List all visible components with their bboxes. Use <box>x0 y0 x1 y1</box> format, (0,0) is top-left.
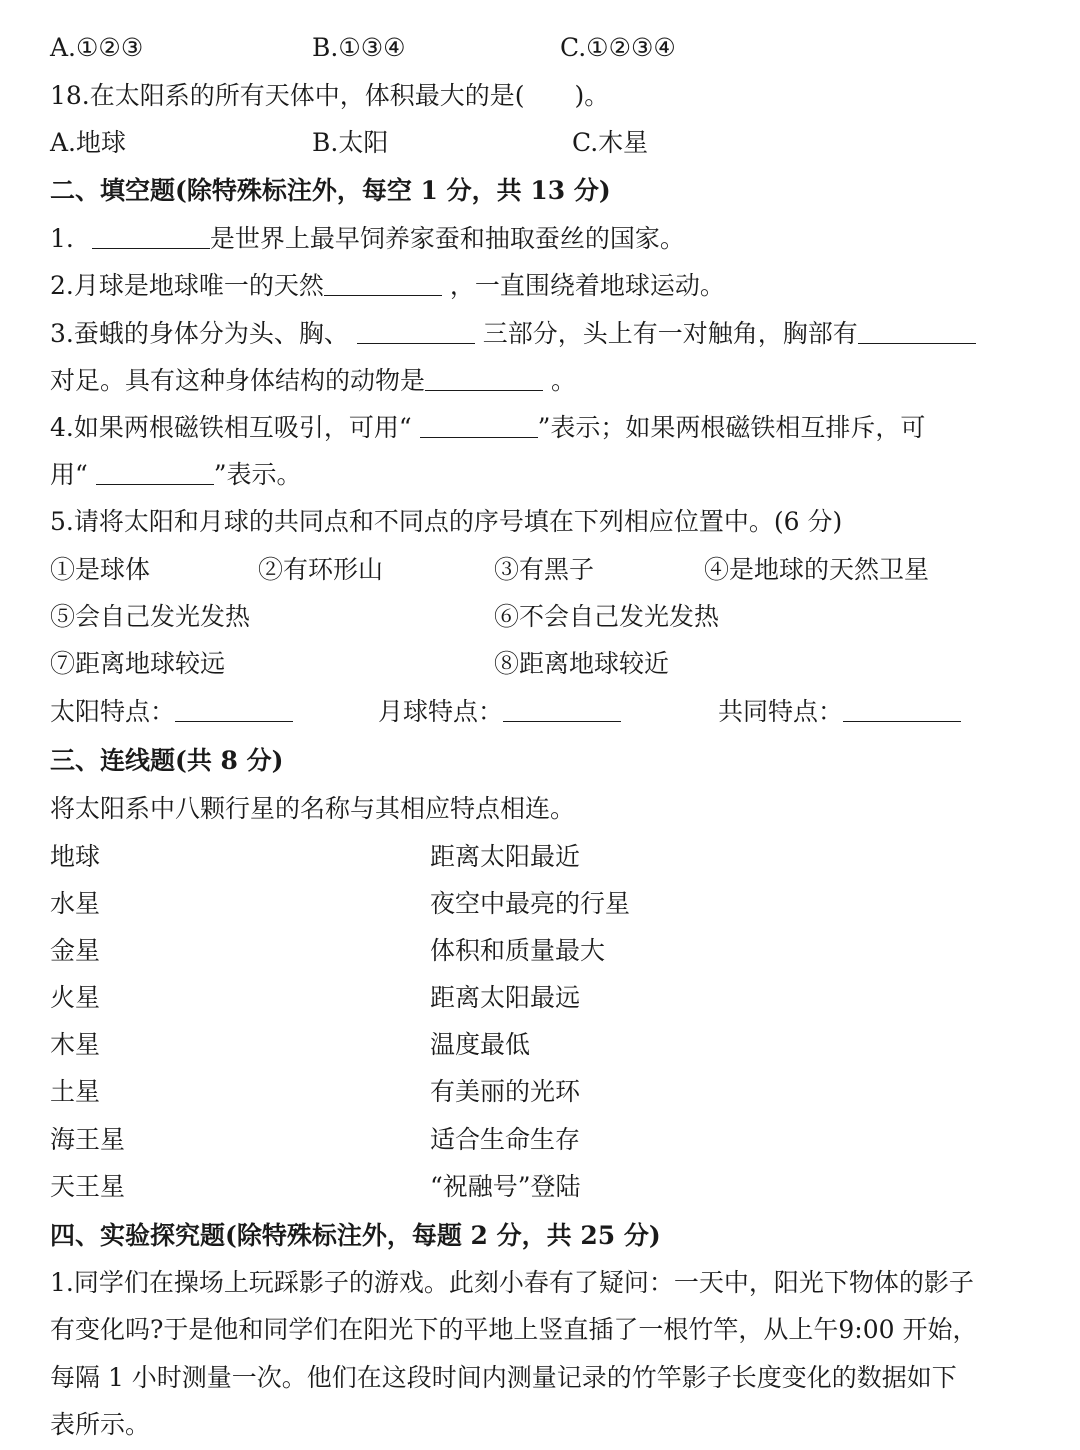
planet-feature: 夜空中最亮的行星 <box>430 889 631 918</box>
s2-q1-suffix: 是世界上最早饲养家蚕和抽取蚕丝的国家。 <box>209 224 685 253</box>
s4-q1-line: 1.同学们在操场上玩踩影子的游戏。此刻小春有了疑问：一天中，阳光下物体的影子 <box>50 1268 974 1297</box>
section3-instruction: 将太阳系中八颗行星的名称与其相应特点相连。 <box>50 794 576 823</box>
planet-name: 金星 <box>50 936 101 965</box>
s2-q4-a: 4.如果两根磁铁相互吸引，可用“ <box>50 413 412 442</box>
common-features-label: 共同特点： <box>718 697 844 726</box>
q17-option-c: C.①②③④ <box>560 33 676 62</box>
answer-blank <box>425 366 543 391</box>
s2-q5-item: ⑦距离地球较远 <box>50 649 226 678</box>
answer-blank <box>324 271 442 296</box>
common-features-row <box>718 694 961 730</box>
s2-q4-line2 <box>50 457 302 493</box>
q18-option-b: B.太阳 <box>312 128 389 157</box>
s2-q2 <box>50 268 725 304</box>
s2-q1 <box>50 221 685 257</box>
s2-q5-item: ①是球体 <box>50 555 151 584</box>
s2-q3-line2 <box>50 363 576 399</box>
answer-blank <box>357 319 475 344</box>
answer-blank <box>175 697 293 722</box>
planet-feature: 距离太阳最近 <box>430 842 581 871</box>
s2-q5-item: ⑤会自己发光发热 <box>50 602 251 631</box>
planet-name: 水星 <box>50 889 101 918</box>
planet-name: 土星 <box>50 1077 101 1106</box>
s4-q1-line: 表所示。 <box>50 1410 151 1439</box>
section4-heading: 四、实验探究题(除特殊标注外，每题 2 分，共 25 分) <box>50 1221 661 1250</box>
sun-features-row <box>50 694 293 730</box>
planet-feature: “祝融号”登陆 <box>430 1172 581 1201</box>
moon-features-label: 月球特点： <box>378 697 504 726</box>
s2-q3-d: 。 <box>550 366 576 395</box>
planet-name: 天王星 <box>50 1172 126 1201</box>
planet-name: 海王星 <box>50 1125 126 1154</box>
s2-q4-b: ”表示；如果两根磁铁相互排斥，可 <box>537 413 926 442</box>
answer-blank <box>843 697 961 722</box>
s2-q5-item: ④是地球的天然卫星 <box>704 555 930 584</box>
s4-q1-line: 每隔 1 小时测量一次。他们在这段时间内测量记录的竹竿影子长度变化的数据如下 <box>50 1363 957 1392</box>
s2-q5-item: ⑥不会自己发光发热 <box>494 602 720 631</box>
planet-feature: 体积和质量最大 <box>430 936 606 965</box>
q17-option-b: B.①③④ <box>312 33 406 62</box>
s4-q1-line: 有变化吗?于是他和同学们在阳光下的平地上竖直插了一根竹竿，从上午9:00 开始， <box>50 1315 978 1344</box>
planet-name: 地球 <box>50 842 101 871</box>
s2-q3-line1 <box>50 316 976 352</box>
q18-option-c: C.木星 <box>572 128 649 157</box>
s2-q3-b: 三部分，头上有一对触角，胸部有 <box>482 319 858 348</box>
answer-blank <box>420 413 538 438</box>
s2-q4-line1 <box>50 410 925 446</box>
section3-heading: 三、连线题(共 8 分) <box>50 746 284 775</box>
planet-feature: 适合生命生存 <box>430 1125 581 1154</box>
planet-name: 木星 <box>50 1030 101 1059</box>
sun-features-label: 太阳特点： <box>50 697 176 726</box>
s2-q3-a: 3.蚕蛾的身体分为头、胸、 <box>50 319 349 348</box>
s2-q4-d: ”表示。 <box>213 460 302 489</box>
q18-stem: 18.在太阳系的所有天体中，体积最大的是( )。 <box>50 81 610 110</box>
answer-blank <box>92 224 210 249</box>
s2-q5-item: ②有环形山 <box>258 555 384 584</box>
s2-q2-suffix: ，一直围绕着地球运动。 <box>449 271 725 300</box>
planet-feature: 温度最低 <box>430 1030 531 1059</box>
answer-blank <box>858 319 976 344</box>
section2-heading: 二、填空题(除特殊标注外，每空 1 分，共 13 分) <box>50 176 611 205</box>
planet-feature: 有美丽的光环 <box>430 1077 581 1106</box>
planet-feature: 距离太阳最远 <box>430 983 581 1012</box>
s2-q2-prefix: 2.月球是地球唯一的天然 <box>50 271 324 300</box>
s2-q4-c: 用“ <box>50 460 88 489</box>
s2-q5-item: ⑧距离地球较近 <box>494 649 670 678</box>
s2-q5-item: ③有黑子 <box>494 555 595 584</box>
moon-features-row <box>378 694 621 730</box>
q18-option-a: A.地球 <box>50 128 127 157</box>
answer-blank <box>503 697 621 722</box>
s2-q5-stem: 5.请将太阳和月球的共同点和不同点的序号填在下列相应位置中。(6 分) <box>50 507 843 536</box>
answer-blank <box>96 460 214 485</box>
s2-q3-c: 对足。具有这种身体结构的动物是 <box>50 366 426 395</box>
s2-q1-prefix: 1. <box>50 224 74 253</box>
q17-option-a: A.①②③ <box>50 33 144 62</box>
planet-name: 火星 <box>50 983 101 1012</box>
